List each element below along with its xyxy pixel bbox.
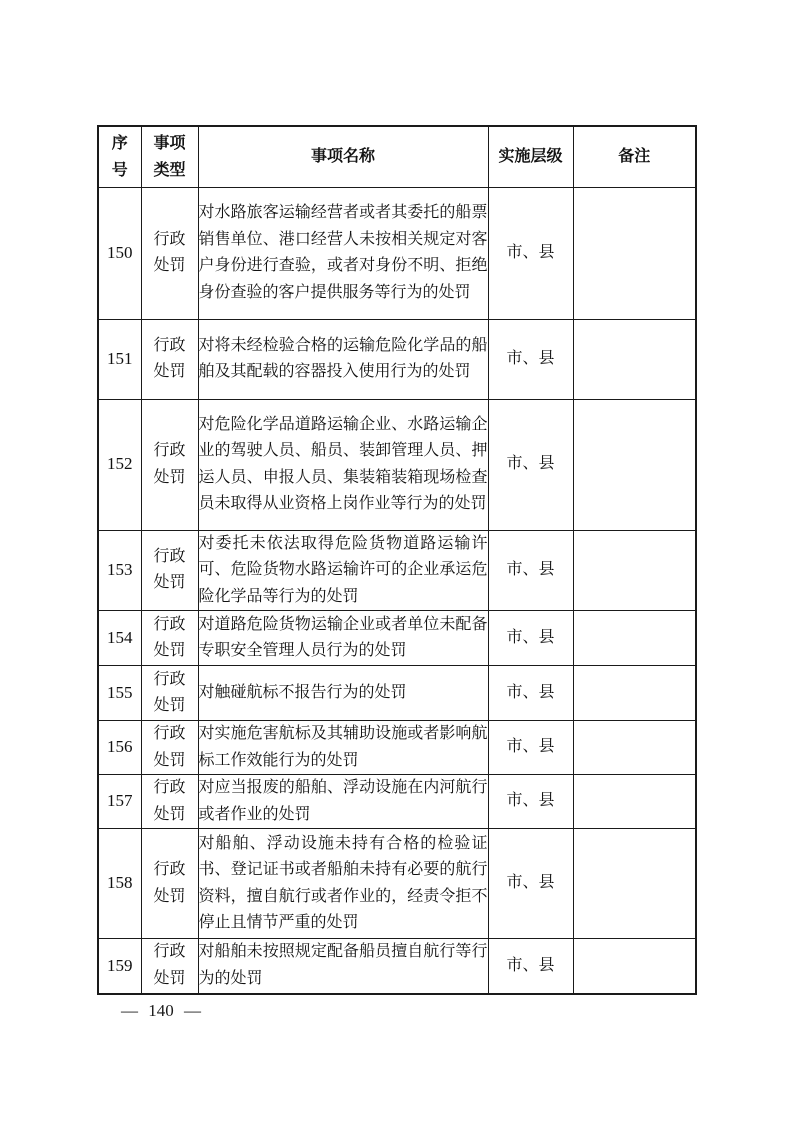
serial-cell: 155	[98, 666, 141, 721]
type-label: 行政处罚	[153, 725, 186, 769]
level-cell: 市、县	[488, 319, 573, 399]
type-label: 行政处罚	[153, 670, 186, 714]
remark-cell	[573, 319, 696, 399]
serial-cell: 154	[98, 611, 141, 666]
serial-cell: 158	[98, 829, 141, 939]
level-cell: 市、县	[488, 666, 573, 721]
header-row	[98, 126, 696, 187]
type-label: 行政处罚	[153, 615, 186, 659]
serial-cell: 152	[98, 399, 141, 530]
type-cell	[141, 319, 198, 399]
table-row	[98, 775, 696, 829]
header-serial-label: 序号	[111, 134, 128, 179]
table-row	[98, 829, 696, 939]
level-cell: 市、县	[488, 775, 573, 829]
header-type-label: 事项类型	[153, 134, 186, 179]
level-cell: 市、县	[488, 829, 573, 939]
remark-cell	[573, 530, 696, 611]
type-label: 行政处罚	[153, 547, 186, 592]
table-row	[98, 611, 696, 666]
level-cell: 市、县	[488, 721, 573, 775]
name-cell: 对触碰航标不报告行为的处罚	[198, 666, 488, 721]
page-number: — 140 —	[121, 1001, 201, 1020]
table-row	[98, 530, 696, 611]
type-label: 行政处罚	[153, 861, 186, 905]
table-row	[98, 319, 696, 399]
serial-cell: 150	[98, 187, 141, 319]
remark-cell	[573, 611, 696, 666]
type-label: 行政处罚	[153, 336, 186, 380]
type-cell	[141, 721, 198, 775]
remark-cell	[573, 399, 696, 530]
remark-cell	[573, 721, 696, 775]
name-cell: 对道路危险货物运输企业或者单位未配备专职安全管理人员行为的处罚	[198, 611, 488, 666]
header-remark: 备注	[573, 126, 696, 187]
name-cell: 对将未经检验合格的运输危险化学品的船舶及其配载的容器投入使用行为的处罚	[198, 319, 488, 399]
name-cell: 对船舶、浮动设施未持有合格的检验证书、登记证书或者船舶未持有必要的航行资料，擅自航行或者作业的，经责令拒不停止且情节严重的处罚	[198, 829, 488, 939]
header-level: 实施层级	[488, 126, 573, 187]
name-cell: 对委托未依法取得危险货物道路运输许可、危险货物水路运输许可的企业承运危险化学品等行为的处罚	[198, 530, 488, 611]
serial-cell: 159	[98, 939, 141, 994]
name-cell: 对实施危害航标及其辅助设施或者影响航标工作效能行为的处罚	[198, 721, 488, 775]
level-cell: 市、县	[488, 399, 573, 530]
header-type	[141, 126, 198, 187]
remark-cell	[573, 187, 696, 319]
name-cell: 对船舶未按照规定配备船员擅自航行等行为的处罚	[198, 939, 488, 994]
type-label: 行政处罚	[153, 442, 186, 486]
table-body	[98, 187, 696, 994]
level-cell: 市、县	[488, 939, 573, 994]
level-cell: 市、县	[488, 611, 573, 666]
table-header	[98, 126, 696, 187]
type-cell	[141, 187, 198, 319]
table-row	[98, 721, 696, 775]
name-cell: 对应当报废的船舶、浮动设施在内河航行或者作业的处罚	[198, 775, 488, 829]
remark-cell	[573, 829, 696, 939]
remark-cell	[573, 666, 696, 721]
table-row	[98, 399, 696, 530]
serial-cell: 157	[98, 775, 141, 829]
serial-cell: 151	[98, 319, 141, 399]
table-row	[98, 666, 696, 721]
type-cell	[141, 939, 198, 994]
type-cell	[141, 829, 198, 939]
type-cell	[141, 611, 198, 666]
type-cell	[141, 399, 198, 530]
type-cell	[141, 666, 198, 721]
table-row	[98, 187, 696, 319]
type-cell	[141, 775, 198, 829]
remark-cell	[573, 939, 696, 994]
name-cell: 对水路旅客运输经营者或者其委托的船票销售单位、港口经营人未按相关规定对客户身份进行查验，或者对身份不明、拒绝身份查验的客户提供服务等行为的处罚	[198, 187, 488, 319]
table-row	[98, 939, 696, 994]
type-label: 行政处罚	[153, 230, 186, 274]
level-cell: 市、县	[488, 530, 573, 611]
level-cell: 市、县	[488, 187, 573, 319]
type-cell	[141, 530, 198, 611]
matters-table	[97, 125, 697, 995]
type-label: 行政处罚	[153, 779, 186, 823]
header-serial	[98, 126, 141, 187]
remark-cell	[573, 775, 696, 829]
name-cell: 对危险化学品道路运输企业、水路运输企业的驾驶人员、船员、装卸管理人员、押运人员、申报人员、集装箱装箱现场检查员未取得从业资格上岗作业等行为的处罚	[198, 399, 488, 530]
serial-cell: 156	[98, 721, 141, 775]
header-name: 事项名称	[198, 126, 488, 187]
serial-cell: 153	[98, 530, 141, 611]
type-label: 行政处罚	[153, 943, 186, 987]
